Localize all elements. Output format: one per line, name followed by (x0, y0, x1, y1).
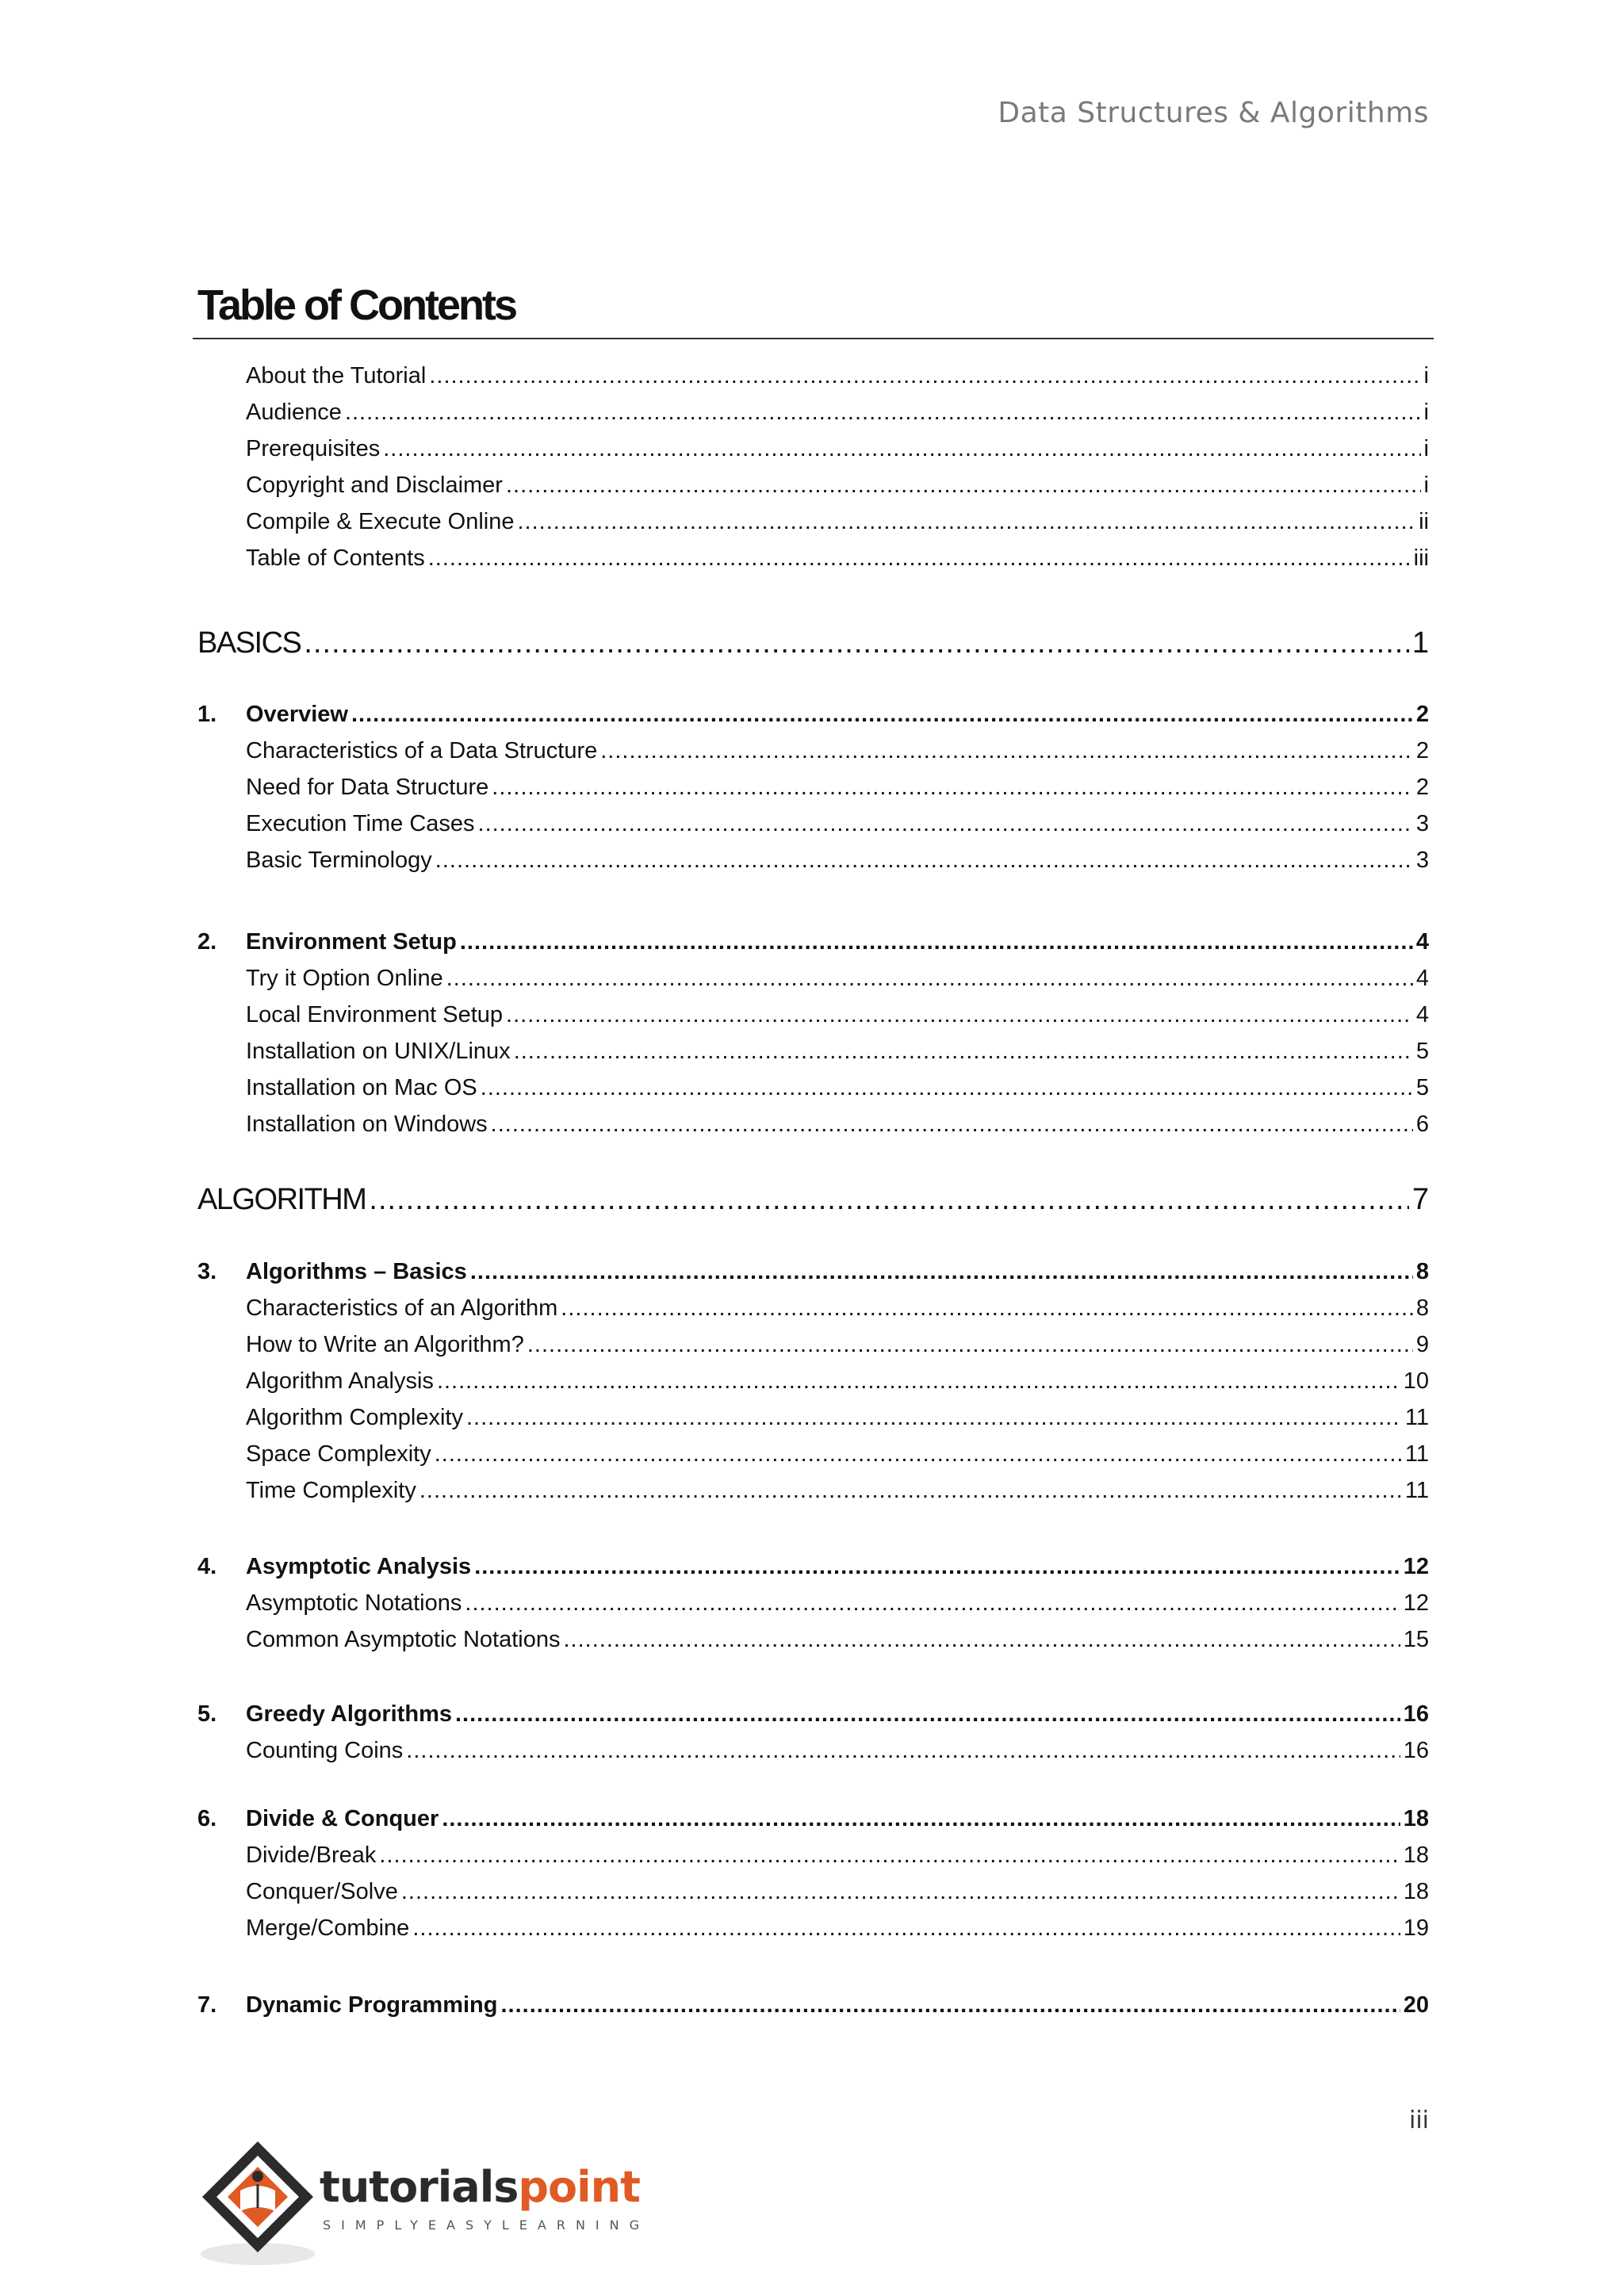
toc-entry[interactable] (246, 1478, 1429, 1504)
toc-page-number: 2 (1415, 738, 1429, 763)
dot-leader (435, 1441, 1402, 1468)
toc-entry[interactable] (246, 363, 1429, 389)
toc-page-number: 6 (1415, 1112, 1429, 1137)
toc-page-number: 18 (1403, 1879, 1429, 1904)
toc-entry-title: Space Complexity (246, 1441, 431, 1467)
dot-leader (478, 811, 1413, 837)
toc-entry-title: Execution Time Cases (246, 811, 475, 836)
toc-entry-title: About the Tutorial (246, 363, 427, 388)
toc-entry-title: Installation on UNIX/Linux (246, 1039, 511, 1064)
toc-page-number: 12 (1403, 1590, 1429, 1616)
toc-entry-title: Prerequisites (246, 436, 381, 461)
dot-leader (446, 966, 1413, 992)
toc-entry-title: Installation on Mac OS (246, 1075, 477, 1100)
toc-entry[interactable] (246, 509, 1429, 535)
toc-page-number: 9 (1415, 1332, 1429, 1357)
dot-leader (435, 848, 1413, 874)
toc-entry[interactable] (246, 436, 1429, 462)
toc-page-number: 12 (1403, 1554, 1429, 1579)
toc-chapter-number: 4. (197, 1554, 217, 1579)
title-divider (193, 338, 1434, 339)
logo-text-point: point (518, 2162, 640, 2212)
toc-page-number: 20 (1403, 1992, 1429, 2018)
toc-entry[interactable] (246, 966, 1429, 992)
toc-entry-title: Greedy Algorithms (246, 1701, 452, 1727)
toc-entry-title: Algorithm Analysis (246, 1368, 434, 1394)
dot-leader (465, 1590, 1400, 1617)
toc-page-number: 18 (1403, 1806, 1429, 1831)
dot-leader (401, 1879, 1400, 1905)
dot-leader (563, 1627, 1400, 1653)
toc-entry[interactable] (246, 473, 1429, 499)
toc-entry-title: Time Complexity (246, 1478, 416, 1503)
toc-entry-title: Overview (246, 702, 348, 727)
toc-entry[interactable] (246, 1441, 1429, 1468)
toc-entry[interactable] (246, 400, 1429, 426)
toc-entry-title: Try it Option Online (246, 966, 443, 991)
toc-page-number: 1 (1411, 626, 1429, 660)
dot-leader (466, 1405, 1402, 1431)
dot-leader (600, 738, 1413, 764)
toc-entry-title: Counting Coins (246, 1738, 404, 1763)
dot-leader (442, 1806, 1400, 1832)
dot-leader (481, 1075, 1413, 1101)
toc-chapter[interactable] (197, 1259, 1429, 1285)
dot-leader (474, 1554, 1400, 1580)
logo-text-tutorials: tutorials (320, 2162, 519, 2212)
toc-entry-title: Asymptotic Notations (246, 1590, 462, 1616)
toc-page-number: i (1423, 473, 1429, 498)
toc-entry[interactable] (246, 775, 1429, 801)
toc-entry-title: ALGORITHM (197, 1183, 366, 1216)
toc-chapter[interactable] (197, 1701, 1429, 1728)
toc-page-number: 10 (1403, 1368, 1429, 1394)
toc-entry-title: Merge/Combine (246, 1915, 410, 1941)
toc-page-number: i (1423, 436, 1429, 461)
toc-page-number: 4 (1415, 929, 1429, 955)
toc-entry-title: Installation on Windows (246, 1112, 488, 1137)
toc-entry-title: Asymptotic Analysis (246, 1554, 472, 1579)
toc-entry[interactable] (246, 811, 1429, 837)
logo-mark-icon (194, 2135, 321, 2270)
dot-leader (514, 1039, 1413, 1065)
dot-leader (437, 1368, 1400, 1395)
toc-entry-title: Algorithms – Basics (246, 1259, 467, 1284)
dot-leader (492, 775, 1413, 801)
dot-leader (455, 1701, 1400, 1728)
toc-chapter-number: 6. (197, 1806, 217, 1831)
dot-leader (500, 1992, 1400, 2019)
toc-page-number: 2 (1415, 775, 1429, 800)
dot-leader (518, 509, 1416, 535)
toc-entry[interactable] (246, 1915, 1429, 1942)
toc-entry-title: Dynamic Programming (246, 1992, 498, 2018)
toc-chapter-number: 3. (197, 1259, 217, 1284)
toc-part-heading[interactable] (197, 1183, 1429, 1217)
toc-page-number: 8 (1415, 1295, 1429, 1321)
toc-entry-title: Conquer/Solve (246, 1879, 398, 1904)
toc-entry[interactable] (246, 1405, 1429, 1431)
toc-entry[interactable] (246, 1738, 1429, 1764)
dot-leader (429, 363, 1420, 389)
dot-leader (383, 436, 1420, 462)
toc-entry[interactable] (246, 1295, 1429, 1322)
toc-page-number: 5 (1415, 1039, 1429, 1064)
toc-entry[interactable] (246, 1843, 1429, 1869)
toc-chapter[interactable] (197, 702, 1429, 728)
tutorialspoint-logo (194, 2135, 650, 2270)
toc-entry[interactable] (246, 1075, 1429, 1101)
logo-wordmark (320, 2162, 640, 2212)
toc-entry-title: Algorithm Complexity (246, 1405, 463, 1430)
toc-page-number: 2 (1415, 702, 1429, 727)
toc-entry[interactable] (246, 848, 1429, 874)
toc-page-number: 15 (1403, 1627, 1429, 1652)
toc-entry-title: Divide/Break (246, 1843, 377, 1868)
toc-page-number: 3 (1415, 848, 1429, 873)
dot-leader (419, 1478, 1402, 1504)
toc-page-number: 16 (1403, 1701, 1429, 1727)
toc-entry[interactable] (246, 1879, 1429, 1905)
toc-page-number: 19 (1403, 1915, 1429, 1941)
dot-leader (379, 1843, 1400, 1869)
dot-leader (506, 473, 1421, 499)
toc-page-number: 11 (1404, 1478, 1429, 1503)
toc-page-number: 16 (1403, 1738, 1429, 1763)
toc-entry-title: Copyright and Disclaimer (246, 473, 503, 498)
toc-page-number: 4 (1415, 1002, 1429, 1027)
toc-entry-title: Basic Terminology (246, 848, 432, 873)
toc-entry-title: Audience (246, 400, 342, 425)
toc-chapter-number: 5. (197, 1701, 217, 1727)
page-number: iii (1408, 2107, 1429, 2134)
toc-entry-title: Characteristics of a Data Structure (246, 738, 598, 763)
toc-chapter[interactable] (197, 1992, 1429, 2019)
toc-chapter-number: 2. (197, 929, 217, 955)
dot-leader (470, 1259, 1413, 1285)
toc-entry[interactable] (246, 1112, 1429, 1138)
toc-page-number: 11 (1404, 1405, 1429, 1430)
toc-entry[interactable] (246, 1368, 1429, 1395)
toc-entry[interactable] (246, 1627, 1429, 1653)
toc-entry[interactable] (246, 1039, 1429, 1065)
toc-chapter[interactable] (197, 1554, 1429, 1580)
running-header: Data Structures & Algorithms (998, 97, 1429, 129)
toc-part-heading[interactable] (197, 626, 1429, 660)
toc-entry[interactable] (246, 545, 1429, 572)
toc-page-number: ii (1419, 509, 1429, 534)
toc-entry[interactable] (246, 1590, 1429, 1617)
dot-leader (561, 1295, 1413, 1322)
toc-page-number: iii (1413, 545, 1429, 571)
dot-leader (304, 626, 1408, 660)
toc-page-number: 11 (1404, 1441, 1429, 1467)
dot-leader (412, 1915, 1400, 1942)
toc-entry-title: Local Environment Setup (246, 1002, 504, 1027)
toc-page-number: i (1423, 400, 1429, 425)
toc-entry-title: Divide & Conquer (246, 1806, 439, 1831)
logo-tagline: SIMPLYEASYLEARNING (323, 2218, 650, 2233)
toc-entry-title: Environment Setup (246, 929, 457, 955)
dot-leader (428, 545, 1411, 572)
toc-page-number: 4 (1415, 966, 1429, 991)
toc-entry[interactable] (246, 1332, 1429, 1358)
dot-leader (406, 1738, 1400, 1764)
dot-leader (345, 400, 1421, 426)
toc-page-number: i (1423, 363, 1429, 388)
dot-leader (491, 1112, 1413, 1138)
page-title: Table of Contents (197, 281, 515, 329)
dot-leader (460, 929, 1413, 955)
toc-entry-title: Common Asymptotic Notations (246, 1627, 561, 1652)
toc-page-number: 7 (1411, 1183, 1429, 1216)
dot-leader (351, 702, 1413, 728)
toc-chapter-number: 7. (197, 1992, 217, 2018)
toc-entry-title: Table of Contents (246, 545, 425, 571)
toc-entry[interactable] (246, 738, 1429, 764)
dot-leader (506, 1002, 1413, 1028)
toc-entry[interactable] (246, 1002, 1429, 1028)
toc-entry-title: BASICS (197, 626, 301, 660)
toc-page-number: 5 (1415, 1075, 1429, 1100)
toc-page-number: 18 (1403, 1843, 1429, 1868)
dot-leader (527, 1332, 1413, 1358)
toc-entry-title: How to Write an Algorithm? (246, 1332, 524, 1357)
toc-entry-title: Need for Data Structure (246, 775, 489, 800)
toc-chapter-number: 1. (197, 702, 217, 727)
dot-leader (369, 1183, 1408, 1217)
toc-entry-title: Compile & Execute Online (246, 509, 515, 534)
toc-page-number: 3 (1415, 811, 1429, 836)
toc-entry-title: Characteristics of an Algorithm (246, 1295, 558, 1321)
toc-chapter[interactable] (197, 929, 1429, 955)
toc-chapter[interactable] (197, 1806, 1429, 1832)
toc-page-number: 8 (1415, 1259, 1429, 1284)
